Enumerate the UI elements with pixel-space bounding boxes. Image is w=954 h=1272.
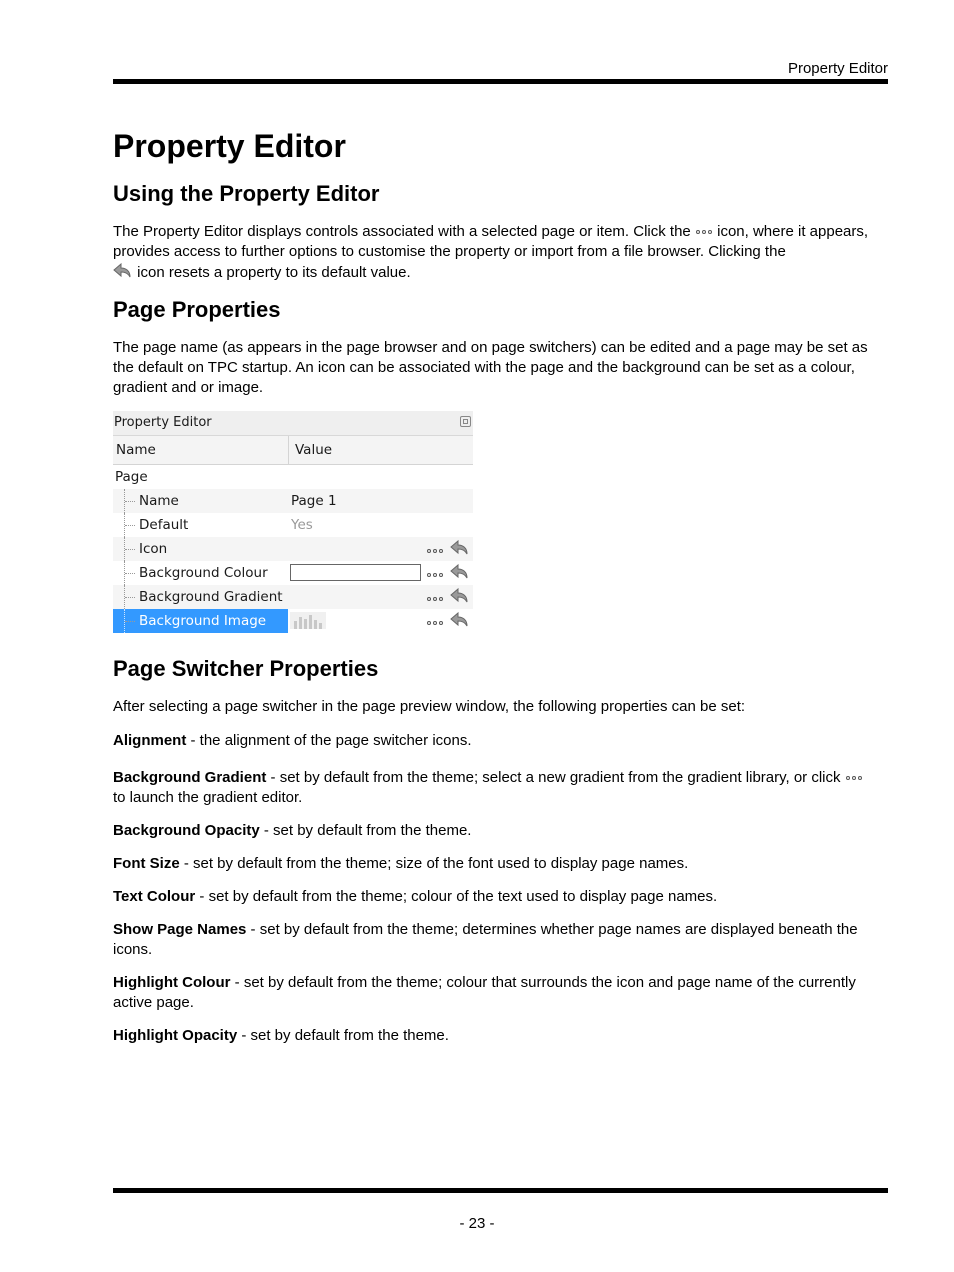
reset-icon [113, 262, 133, 280]
column-name-header[interactable]: Name [113, 436, 289, 464]
property-label: Background Gradient [139, 589, 283, 605]
reset-icon[interactable] [450, 611, 470, 629]
term: Background Opacity [113, 822, 260, 839]
intro-paragraph [113, 222, 888, 283]
ellipsis-icon[interactable] [426, 547, 444, 555]
property-label: Default [139, 517, 189, 533]
definition-highlight-colour [113, 973, 888, 1013]
definition-highlight-opacity [113, 1026, 888, 1046]
page-number: - 23 - [459, 1215, 495, 1232]
definition: - set by default from the theme; size of the font used to display page names. [179, 855, 689, 872]
definition-continued: to launch the gradient editor. [113, 789, 303, 806]
intro-text-2: icon, where it appears, provides access to further options to customise the property or import from a file browser. Clicking the [113, 223, 869, 260]
definition: - set by default from the theme; colour that surrounds the icon and page name of the currently active page. [113, 974, 856, 1011]
definition-background-gradient [113, 768, 888, 808]
definition-show-page-names [113, 920, 888, 960]
property-row-background-gradient[interactable] [113, 585, 473, 609]
property-row-default[interactable] [113, 513, 473, 537]
definition: - the alignment of the page switcher icons. [186, 732, 472, 749]
header-rule [113, 79, 888, 84]
reset-icon[interactable] [450, 563, 470, 581]
ellipsis-icon[interactable] [426, 571, 444, 579]
term: Text Colour [113, 888, 196, 905]
property-row-icon[interactable] [113, 537, 473, 561]
section-heading-page-switcher: Page Switcher Properties [113, 656, 379, 681]
ellipsis-icon [695, 228, 713, 236]
definition-background-opacity [113, 821, 888, 841]
definition-text-colour [113, 887, 888, 907]
ellipsis-icon[interactable] [426, 595, 444, 603]
property-value[interactable]: Yes [291, 517, 313, 533]
colour-swatch[interactable] [290, 564, 421, 581]
property-label: Icon [139, 541, 168, 557]
image-thumbnail[interactable] [290, 612, 326, 629]
definition: - set by default from the theme; select a new gradient from the gradient library, or click [266, 769, 841, 786]
definition-alignment [113, 731, 888, 751]
definition: - set by default from the theme. [237, 1027, 449, 1044]
definition: - set by default from the theme. [259, 822, 472, 839]
term: Highlight Colour [113, 974, 231, 991]
reset-icon[interactable] [450, 587, 470, 605]
property-label: Background Image [139, 613, 267, 629]
property-row-background-colour[interactable] [113, 561, 473, 585]
term: Highlight Opacity [113, 1027, 238, 1044]
page-content [113, 126, 888, 1059]
property-value[interactable]: Page 1 [291, 493, 337, 509]
panel-titlebar [113, 411, 473, 436]
restore-icon[interactable] [460, 416, 471, 427]
column-value-header[interactable]: Value [295, 442, 333, 458]
page-switcher-intro: After selecting a page switcher in the page preview window, the following properties can be set: [113, 698, 746, 715]
footer-rule [113, 1188, 888, 1193]
group-row-page[interactable] [113, 465, 473, 489]
running-header: Property Editor [787, 60, 888, 77]
panel-title: Property Editor [114, 415, 212, 430]
ellipsis-icon[interactable] [426, 619, 444, 627]
term: Alignment [113, 732, 187, 749]
panel-column-header [113, 436, 473, 465]
property-row-background-image[interactable] [113, 609, 473, 633]
section-heading-page-properties: Page Properties [113, 297, 281, 322]
group-label: Page [115, 469, 148, 485]
section-heading-using: Using the Property Editor [113, 181, 380, 206]
reset-icon[interactable] [450, 539, 470, 557]
property-editor-screenshot [113, 411, 473, 635]
property-label: Name [139, 493, 179, 509]
property-row-name[interactable] [113, 489, 473, 513]
page-properties-paragraph: The page name (as appears in the page browser and on page switchers) can be edited and a page may be set as the default on TPC startup. An icon can be associated with the page and the background can be set as a colour, gradient and or image. [113, 339, 868, 396]
term: Font Size [113, 855, 180, 872]
intro-text-3: icon resets a property to its default value. [137, 264, 411, 281]
term: Background Gradient [113, 769, 267, 786]
term: Show Page Names [113, 921, 247, 938]
page-title: Property Editor [113, 128, 346, 164]
definition: - set by default from the theme; determines whether page names are displayed beneath the icons. [113, 921, 858, 958]
ellipsis-icon [845, 774, 863, 782]
intro-text-1: The Property Editor displays controls associated with a selected page or item. Click the [113, 223, 691, 240]
definition: - set by default from the theme; colour of the text used to display page names. [195, 888, 718, 905]
property-label: Background Colour [139, 565, 268, 581]
definition-font-size [113, 854, 888, 874]
